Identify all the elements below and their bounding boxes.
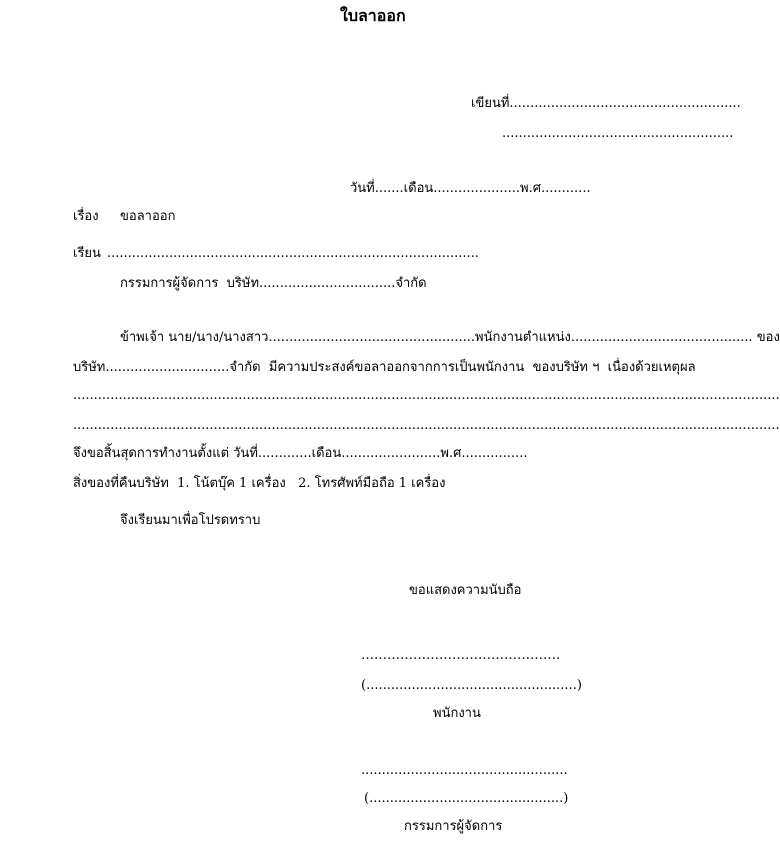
to-label: เรียน bbox=[73, 246, 101, 261]
written-at-line-2: ........................................................ bbox=[502, 126, 734, 141]
returned-items-line: สิ่งของที่คืนบริษัท 1. โน้ตบุ๊ค 1 เครื่อง 2. โทรศัพท์มือถือ 1 เครื่อง bbox=[73, 476, 446, 491]
reason-line-1: ........................................................................................................................................................................... bbox=[73, 388, 780, 403]
written-at-line: เขียนที่........................................................ bbox=[471, 96, 741, 111]
subject-label: เรื่อง bbox=[73, 209, 99, 224]
reason-line-2: ........................................................................................................................................................................... bbox=[73, 418, 780, 433]
employee-name-line: (...................................................) bbox=[361, 678, 582, 693]
manager-signature-line: .................................................. bbox=[361, 763, 568, 778]
body-line-1: ข้าพเจ้า นาย/นาง/นางสาว..................................................พนักงานตำแหน่ง............................................ ของ bbox=[120, 330, 780, 345]
end-date-line: จึงขอสิ้นสุดการทำงานตั้งแต่ วันที่.............เดือน........................พ.ศ................ bbox=[73, 446, 528, 461]
date-line: วันที่.......เดือน.....................พ.ศ............ bbox=[350, 181, 591, 196]
subject-value: ขอลาออก bbox=[120, 209, 176, 224]
manager-role: กรรมการผู้จัดการ bbox=[404, 819, 503, 834]
to-line: .......................................................................................... bbox=[107, 246, 479, 261]
closing-request: จึงเรียนมาเพื่อโปรดทราบ bbox=[120, 513, 261, 528]
manager-name-line: (...............................................) bbox=[364, 791, 569, 806]
employee-role: พนักงาน bbox=[433, 706, 481, 721]
employee-signature-line: ………………………………………. bbox=[361, 648, 561, 663]
regards: ขอแสดงความนับถือ bbox=[409, 583, 522, 598]
body-line-2: บริษัท..............................จำกัด มีความประสงค์ขอลาออกจากการเป็นพนักงาน ของบริษัท ฯ เนื่องด้วยเหตุผล bbox=[73, 360, 696, 375]
document-title: ใบลาออก bbox=[340, 6, 406, 25]
recipient-line: กรรมการผู้จัดการ บริษัท.................................จำกัด bbox=[120, 276, 427, 291]
